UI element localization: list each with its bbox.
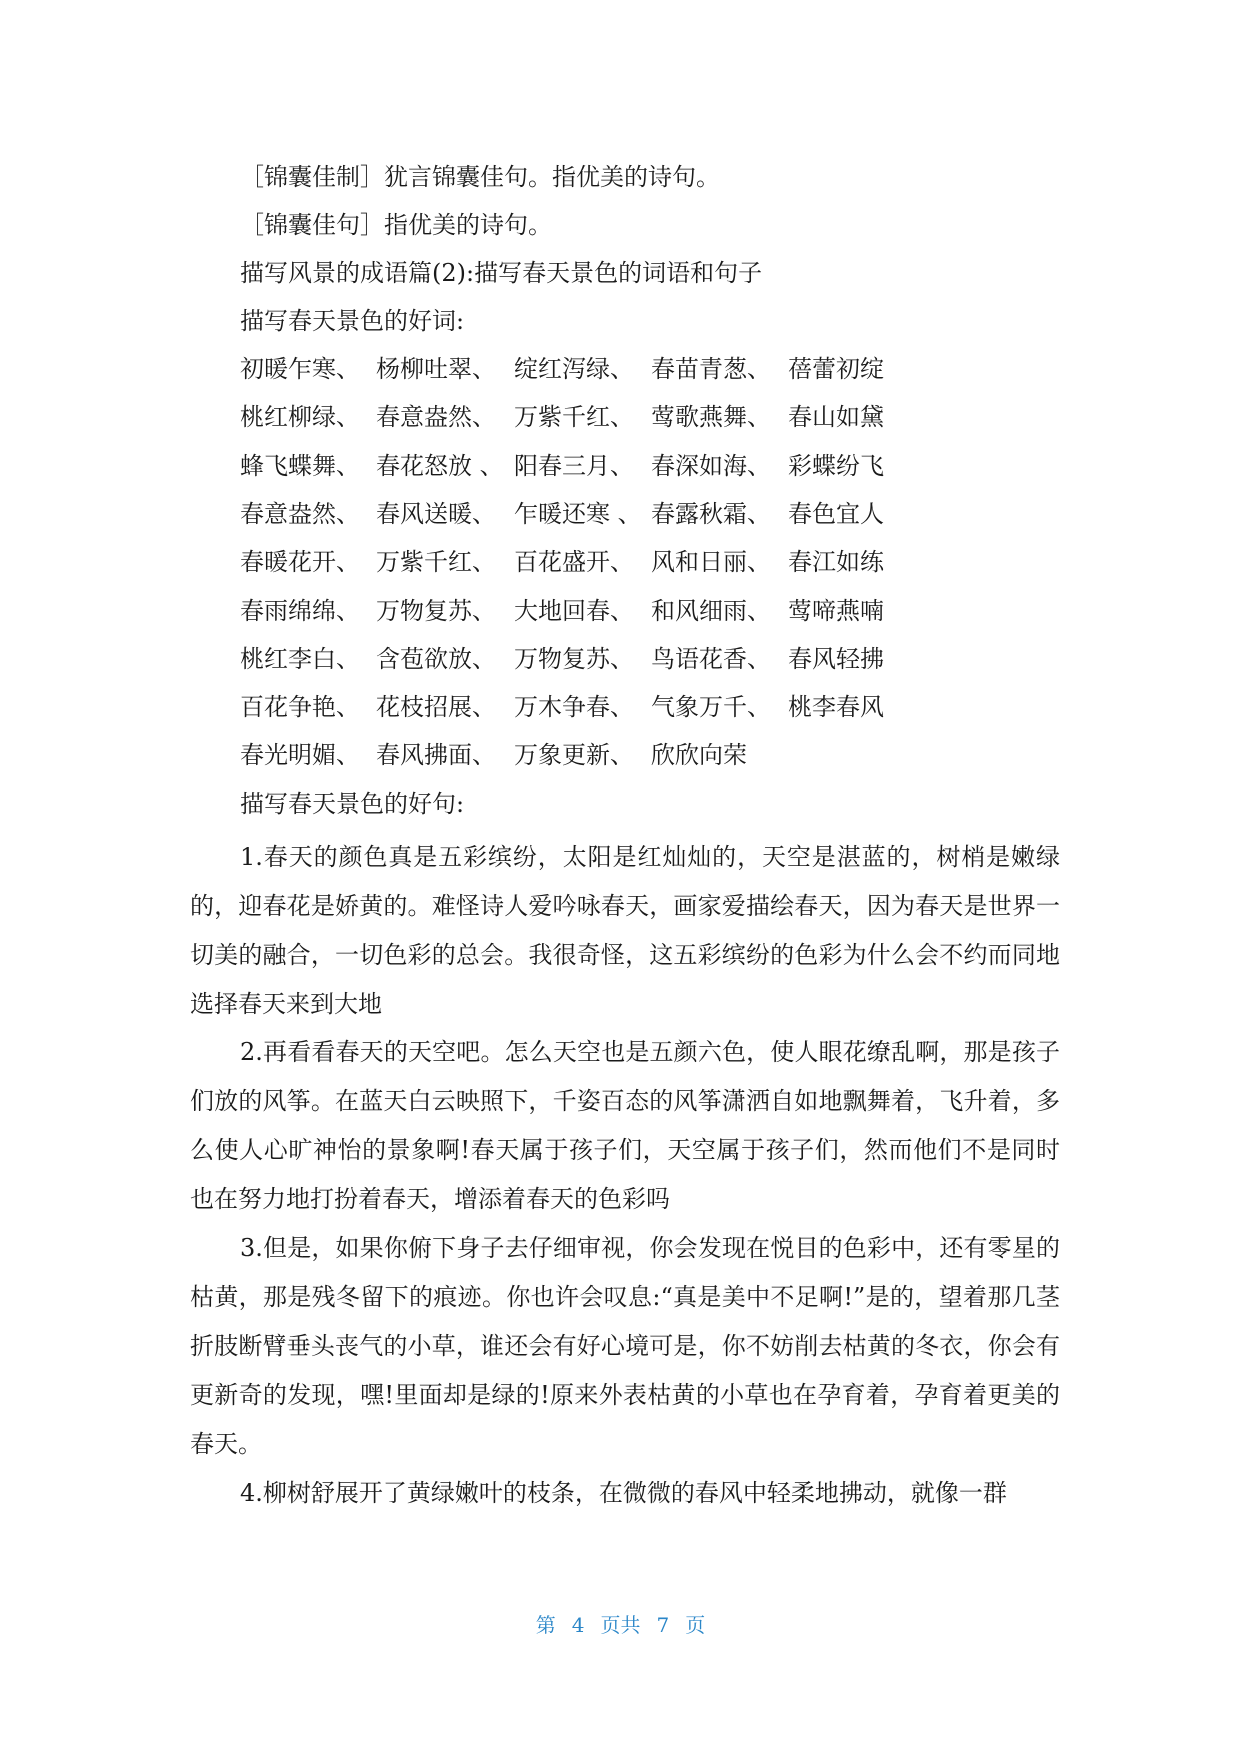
word-item: 百花争艳、: [240, 693, 360, 721]
word-item: 鸟语花香、: [651, 645, 771, 673]
footer-total-pages: 7: [656, 1613, 670, 1637]
paragraph: 2.再看看春天的天空吧。怎么天空也是五颜六色，使人眼花缭乱啊，那是孩子们放的风筝。在蓝天白云映照下，千姿百态的风筝潇洒自如地飘舞着，飞升着，多么使人心旷神怡的景象啊!春天属于孩子们，天空属于孩子们，然而他们不是同时也在努力地打扮着春天，增添着春天的色彩吗: [190, 1038, 1060, 1213]
word-item: 春风轻拂: [788, 645, 884, 673]
word-item: 春深如海、: [651, 452, 771, 480]
word-item: 桃红柳绿、: [240, 403, 360, 431]
word-item: 万紫千红、: [514, 403, 634, 431]
word-item: 春意盎然、: [240, 500, 360, 528]
words-heading: 描写春天景色的好词:: [240, 307, 465, 335]
word-item: 乍暖还寒 、: [514, 500, 642, 528]
word-item: 万物复苏、: [514, 645, 634, 673]
word-item: 春花怒放 、: [376, 452, 504, 480]
section-title: 描写风景的成语篇(2):描写春天景色的词语和句子: [240, 259, 763, 287]
word-item: 百花盛开、: [514, 548, 634, 576]
word-item: 蜂飞蝶舞、: [240, 452, 360, 480]
footer-prefix: 第: [535, 1613, 556, 1637]
word-item: 杨柳吐翠、: [376, 355, 496, 383]
word-item: 春光明媚、: [240, 741, 360, 769]
word-item: 风和日丽、: [651, 548, 771, 576]
word-item: 万木争春、: [514, 693, 634, 721]
word-item: 春雨绵绵、: [240, 597, 360, 625]
word-item: 春风拂面、: [376, 741, 496, 769]
entry-line: ［锦囊佳制］犹言锦囊佳句。指优美的诗句。: [240, 163, 720, 191]
page-footer: [0, 1609, 1241, 1638]
word-item: 春露秋霜、: [651, 500, 771, 528]
word-item: 彩蝶纷飞: [788, 452, 884, 480]
word-item: 春山如黛: [788, 403, 884, 431]
word-item: 桃红李白、: [240, 645, 360, 673]
word-item: 万象更新、: [514, 741, 634, 769]
word-item: 和风细雨、: [651, 597, 771, 625]
word-item: 桃李春风: [788, 693, 884, 721]
sentences-heading: 描写春天景色的好句:: [240, 790, 465, 818]
word-item: 万紫千红、: [376, 548, 496, 576]
word-item: 春江如练: [788, 548, 884, 576]
word-item: 阳春三月、: [514, 452, 634, 480]
word-item: 春意盎然、: [376, 403, 496, 431]
word-item: 春暖花开、: [240, 548, 360, 576]
paragraph: 4.柳树舒展开了黄绿嫩叶的枝条，在微微的春风中轻柔地拂动，就像一群: [240, 1479, 1007, 1507]
word-item: 春色宜人: [788, 500, 884, 528]
word-item: 气象万千、: [651, 693, 771, 721]
entry-line: ［锦囊佳句］指优美的诗句。: [240, 211, 552, 239]
word-item: 初暖乍寒、: [240, 355, 360, 383]
word-item: 莺啼燕喃: [788, 597, 884, 625]
word-item: 万物复苏、: [376, 597, 496, 625]
word-item: 蓓蕾初绽: [788, 355, 884, 383]
word-item: 莺歌燕舞、: [651, 403, 771, 431]
word-item: 春风送暖、: [376, 500, 496, 528]
word-item: 春苗青葱、: [651, 355, 771, 383]
word-item: 大地回春、: [514, 597, 634, 625]
footer-current-page: 4: [571, 1613, 585, 1637]
paragraph: 3.但是，如果你俯下身子去仔细审视，你会发现在悦目的色彩中，还有零星的枯黄，那是残冬留下的痕迹。你也许会叹息:“真是美中不足啊!”是的，望着那几茎折肢断臂垂头丧气的小草，谁还会有好心境可是，你不妨削去枯黄的冬衣，你会有更新奇的发现，嘿!里面却是绿的!原来外表枯黄的小草也在孕育着，孕育着更美的春天。: [190, 1234, 1060, 1458]
word-item: 欣欣向荣: [651, 741, 747, 769]
paragraph: 1.春天的颜色真是五彩缤纷，太阳是红灿灿的，天空是湛蓝的，树梢是嫩绿的，迎春花是娇黄的。难怪诗人爱吟咏春天，画家爱描绘春天，因为春天是世界一切美的融合，一切色彩的总会。我很奇怪，这五彩缤纷的色彩为什么会不约而同地选择春天来到大地: [190, 843, 1060, 1018]
footer-middle: 页共: [600, 1613, 641, 1637]
word-item: 绽红泻绿、: [514, 355, 634, 383]
footer-suffix: 页: [685, 1613, 706, 1637]
word-item: 花枝招展、: [376, 693, 496, 721]
word-item: 含苞欲放、: [376, 645, 496, 673]
